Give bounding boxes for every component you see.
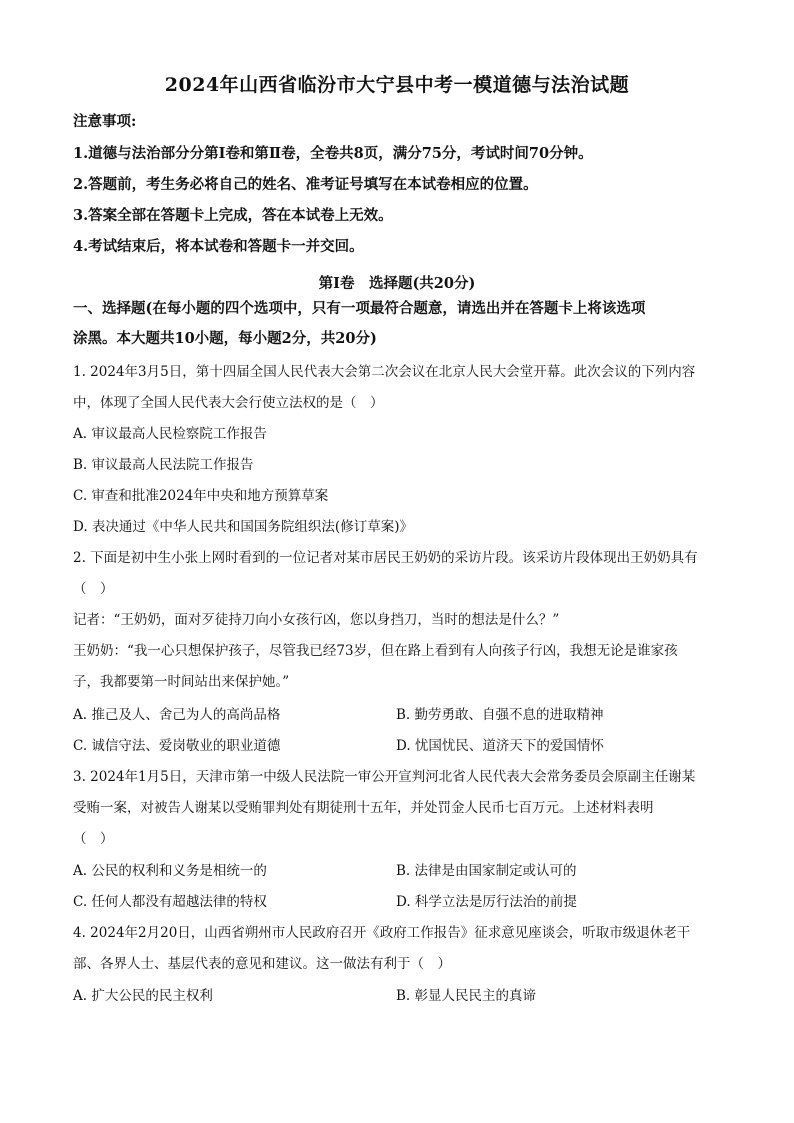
question-1-option-c: C. 审查和批准2024年中央和地方预算草案 — [73, 488, 329, 504]
page-title: 2024年山西省临汾市大宁县中考一模道德与法治试题 — [164, 74, 630, 96]
part1-instruction-line2: 涂黑。本大题共10小题，每小题2分，共20分) — [73, 330, 377, 347]
question-3-option-d: D. 科学立法是厉行法治的前提 — [396, 894, 577, 910]
notice-item-1: 1.道德与法治部分分第Ⅰ卷和第Ⅱ卷，全卷共8页，满分75分，考试时间70分钟。 — [73, 145, 593, 162]
question-3-option-b: B. 法律是由国家制定或认可的 — [396, 863, 577, 879]
question-2-option-d: D. 忧国忧民、道济天下的爱国情怀 — [396, 738, 604, 754]
notice-item-4: 4.考试结束后，将本试卷和答题卡一并交回。 — [73, 238, 364, 255]
question-1-option-d: D. 表决通过《中华人民共和国国务院组织法(修订草案)》 — [73, 519, 413, 535]
question-1-option-b: B. 审议最高人民法院工作报告 — [73, 457, 254, 473]
question-1-option-a: A. 审议最高人民检察院工作报告 — [73, 426, 267, 442]
notice-item-3: 3.答案全部在答题卡上完成，答在本试卷上无效。 — [73, 207, 393, 224]
question-2-answer-line1: 王奶奶：“我一心只想保护孩子，尽管我已经73岁，但在路上看到有人向孩子行凶，我想无论是谁家孩 — [73, 643, 678, 659]
question-2-line1: 2. 下面是初中生小张上网时看到的一位记者对某市居民王奶奶的采访片段。该采访片段体现出王奶奶具有 — [73, 550, 698, 566]
question-2-reporter: 记者：“王奶奶，面对歹徒持刀向小女孩行凶，您以身挡刀，当时的想法是什么？” — [73, 612, 560, 628]
question-2-line2: （ ） — [73, 581, 114, 597]
notice-heading: 注意事项: — [73, 113, 137, 130]
question-3-line1: 3. 2024年1月5日，天津市第一中级人民法院一审公开宣判河北省人民代表大会常务委员会原副主任谢某 — [73, 769, 696, 785]
question-4-line1: 4. 2024年2月20日，山西省朔州市人民政府召开《政府工作报告》征求意见座谈会，听取市级退休老干 — [73, 925, 691, 941]
section-title: 第Ⅰ卷 选择题(共20分) — [318, 275, 476, 292]
question-4-option-b: B. 彰显人民民主的真谛 — [396, 988, 537, 1004]
question-3-option-a: A. 公民的权利和义务是相统一的 — [73, 863, 267, 879]
question-4-line2: 部、各界人士、基层代表的意见和建议。这一做法有利于（ ） — [73, 956, 451, 972]
question-1-line1: 1. 2024年3月5日，第十四届全国人民代表大会第二次会议在北京人民大会堂开幕。此次会议的下列内容 — [73, 364, 696, 380]
notice-item-2: 2.答题前，考生务必将自己的姓名、准考证号填写在本试卷相应的位置。 — [73, 176, 538, 193]
question-2-answer-line2: 子，我都要第一时间站出来保护她。” — [73, 674, 290, 690]
question-3-line2: 受贿一案，对被告人谢某以受贿罪判处有期徒刑十五年，并处罚金人民币七百万元。上述材料表明 — [73, 800, 654, 816]
question-4-option-a: A. 扩大公民的民主权利 — [73, 988, 213, 1004]
question-3-option-c: C. 任何人都没有超越法律的特权 — [73, 894, 267, 910]
question-2-option-a: A. 推己及人、舍己为人的高尚品格 — [73, 707, 281, 723]
question-1-line2: 中，体现了全国人民代表大会行使立法权的是（ ） — [73, 395, 384, 411]
part1-instruction-line1: 一、选择题(在每小题的四个选项中，只有一项最符合题意，请选出并在答题卡上将该选项 — [73, 300, 646, 317]
question-3-line3: （ ） — [73, 831, 114, 847]
question-2-option-b: B. 勤劳勇敢、自强不息的进取精神 — [396, 707, 604, 723]
question-2-option-c: C. 诚信守法、爱岗敬业的职业道德 — [73, 738, 281, 754]
